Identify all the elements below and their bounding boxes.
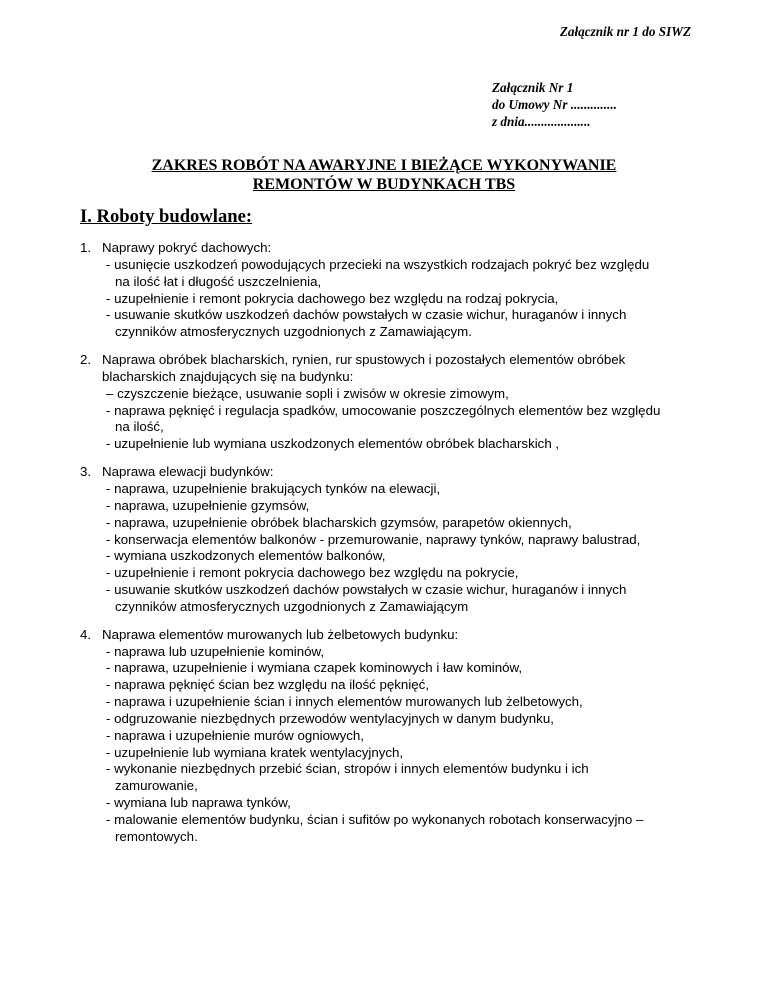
subitem-text: naprawa, uzupełnienie i wymiana czapek kominowych i ław kominów, bbox=[114, 660, 523, 676]
bullet-dash: - bbox=[106, 307, 111, 323]
subitem-text: uzupełnienie lub wymiana uszkodzonych elementów obróbek blacharskich , bbox=[114, 436, 560, 452]
bullet-dash: - bbox=[106, 812, 111, 827]
section-heading: I. Roboty budowlane: bbox=[80, 206, 253, 227]
bullet-dash: - bbox=[106, 531, 111, 547]
subitem-text-continued: remontowych. bbox=[115, 828, 198, 844]
subitem bbox=[80, 403, 700, 437]
item-heading bbox=[80, 627, 700, 644]
bullet-dash: - bbox=[106, 677, 111, 693]
subitem bbox=[80, 677, 700, 694]
item-number: 3. bbox=[80, 464, 92, 480]
agreement-annex-line: Załącznik Nr 1 bbox=[492, 80, 574, 95]
subitem-text: czyszczenie bieżące, usuwanie sopli i zwisów w okresie zimowym, bbox=[117, 385, 509, 401]
subitem bbox=[80, 386, 700, 403]
list-item bbox=[80, 627, 700, 846]
subitem bbox=[80, 582, 700, 616]
item-heading bbox=[80, 240, 700, 257]
bullet-dash: - bbox=[106, 660, 111, 676]
item-heading-line: Naprawa obróbek blacharskich, rynien, rur spustowych i pozostałych elementów obróbek bbox=[102, 352, 626, 368]
subitem bbox=[80, 761, 700, 795]
bullet-dash: - bbox=[106, 402, 111, 418]
subitem-text-continued: zamurowanie, bbox=[115, 778, 198, 794]
subitem bbox=[80, 515, 700, 532]
subitem bbox=[80, 436, 700, 453]
bullet-dash: - bbox=[106, 694, 111, 710]
subitem-text-continued: czynników atmosferycznych uzgodnionych z Zamawiającym bbox=[115, 598, 469, 614]
subitem-text: naprawa i uzupełnienie murów ogniowych, bbox=[114, 727, 364, 743]
bullet-dash: - bbox=[106, 436, 111, 452]
subitem bbox=[80, 745, 700, 762]
bullet-dash: - bbox=[106, 744, 111, 760]
subitem bbox=[80, 307, 700, 341]
subitem-text: usunięcie uszkodzeń powodujących przecieki na wszystkich rodzajach pokryć bez względu bbox=[114, 256, 650, 272]
subitem-text: wykonanie niezbędnych przebić ścian, stropów i innych elementów budynku i ich bbox=[114, 761, 589, 777]
document-title bbox=[0, 156, 768, 194]
bullet-dash: - bbox=[106, 256, 111, 272]
subitem bbox=[80, 644, 700, 661]
agreement-date-line: z dnia.................... bbox=[492, 114, 591, 129]
subitem bbox=[80, 548, 700, 565]
works-list bbox=[80, 240, 700, 857]
subitem-text: wymiana uszkodzonych elementów balkonów, bbox=[114, 548, 386, 564]
item-heading bbox=[80, 464, 700, 481]
subitem-text: usuwanie skutków uszkodzeń dachów powstałych w czasie wichur, huraganów i innych bbox=[114, 582, 627, 598]
subitem bbox=[80, 795, 700, 812]
subitem-text-continued: czynników atmosferycznych uzgodnionych z Zamawiającym. bbox=[115, 324, 472, 340]
subitem bbox=[80, 257, 700, 291]
bullet-dash: - bbox=[106, 727, 111, 743]
bullet-dash: - bbox=[106, 710, 111, 726]
subitem-text: usuwanie skutków uszkodzeń dachów powstałych w czasie wichur, huraganów i innych bbox=[114, 307, 627, 323]
item-number: 1. bbox=[80, 240, 92, 255]
title-line-2: REMONTÓW W BUDYNKACH TBS bbox=[252, 176, 516, 193]
subitem bbox=[80, 694, 700, 711]
subitem bbox=[80, 711, 700, 728]
subitem bbox=[80, 532, 700, 549]
subitem-text-continued: na ilość łat i długość uszczelnienia, bbox=[115, 273, 322, 289]
subitem bbox=[80, 812, 700, 846]
bullet-dash: - bbox=[106, 514, 111, 530]
subitem-text: naprawa lub uzupełnienie kominów, bbox=[114, 643, 325, 659]
item-number: 2. bbox=[80, 352, 92, 368]
agreement-number-line: do Umowy Nr .............. bbox=[492, 97, 617, 112]
document-reference: Załącznik nr 1 do SIWZ bbox=[559, 24, 691, 39]
bullet-dash: - bbox=[106, 761, 111, 777]
subitem bbox=[80, 565, 700, 582]
subitem bbox=[80, 728, 700, 745]
bullet-dash: - bbox=[106, 643, 111, 659]
subitem-text: uzupełnienie i remont pokrycia dachowego bez względu na rodzaj pokrycia, bbox=[114, 290, 559, 306]
subitem-text: malowanie elementów budynku, ścian i sufitów po wykonanych robotach konserwacyjno – bbox=[114, 812, 644, 827]
subitem-text: uzupełnienie lub wymiana kratek wentylacyjnych, bbox=[114, 744, 404, 760]
bullet-dash: - bbox=[106, 497, 111, 513]
subitem-text: konserwacja elementów balkonów - przemurowanie, naprawy tynków, naprawy balustrad, bbox=[114, 531, 641, 547]
subitem-text: odgruzowanie niezbędnych przewodów wentylacyjnych w danym budynku, bbox=[114, 710, 554, 726]
subitem bbox=[80, 481, 700, 498]
subitem-text: uzupełnienie i remont pokrycia dachowego bez względu na pokrycie, bbox=[114, 565, 519, 581]
title-line-1: ZAKRES ROBÓT NA AWARYJNE I BIEŻĄCE WYKONYWANIE bbox=[151, 157, 617, 174]
bullet-dash: - bbox=[106, 548, 111, 564]
subitem-text: naprawa, uzupełnienie gzymsów, bbox=[114, 497, 310, 513]
bullet-dash: – bbox=[106, 385, 114, 401]
list-item bbox=[80, 240, 700, 341]
subitem-text: wymiana lub naprawa tynków, bbox=[114, 795, 291, 811]
subitem-text: naprawa pęknięć ścian bez względu na ilość pęknięć, bbox=[114, 677, 430, 693]
subitem-text: naprawa i uzupełnienie ścian i innych elementów murowanych lub żelbetowych, bbox=[114, 694, 583, 710]
subitem-text: naprawa, uzupełnienie brakujących tynków na elewacji, bbox=[114, 480, 441, 496]
item-heading bbox=[80, 352, 700, 386]
subitem-text: naprawa pęknięć i regulacja spadków, umocowanie poszczególnych elementów bez względu bbox=[114, 402, 661, 418]
item-heading-line: Naprawa elewacji budynków: bbox=[102, 464, 274, 480]
bullet-dash: - bbox=[106, 795, 111, 811]
subitem-text-continued: na ilość, bbox=[115, 419, 164, 435]
bullet-dash: - bbox=[106, 582, 111, 598]
subitem bbox=[80, 291, 700, 308]
subitem bbox=[80, 660, 700, 677]
bullet-dash: - bbox=[106, 480, 111, 496]
item-heading-line: Naprawy pokryć dachowych: bbox=[102, 240, 272, 255]
list-item bbox=[80, 464, 700, 616]
bullet-dash: - bbox=[106, 290, 111, 306]
subitem bbox=[80, 498, 700, 515]
agreement-reference bbox=[492, 79, 617, 130]
list-item bbox=[80, 352, 700, 453]
item-heading-line: Naprawa elementów murowanych lub żelbetowych budynku: bbox=[102, 626, 459, 642]
item-heading-line: blacharskich znajdujących się na budynku: bbox=[102, 368, 354, 384]
subitem-text: naprawa, uzupełnienie obróbek blacharskich gzymsów, parapetów okiennych, bbox=[114, 514, 572, 530]
item-number: 4. bbox=[80, 626, 92, 642]
bullet-dash: - bbox=[106, 565, 111, 581]
